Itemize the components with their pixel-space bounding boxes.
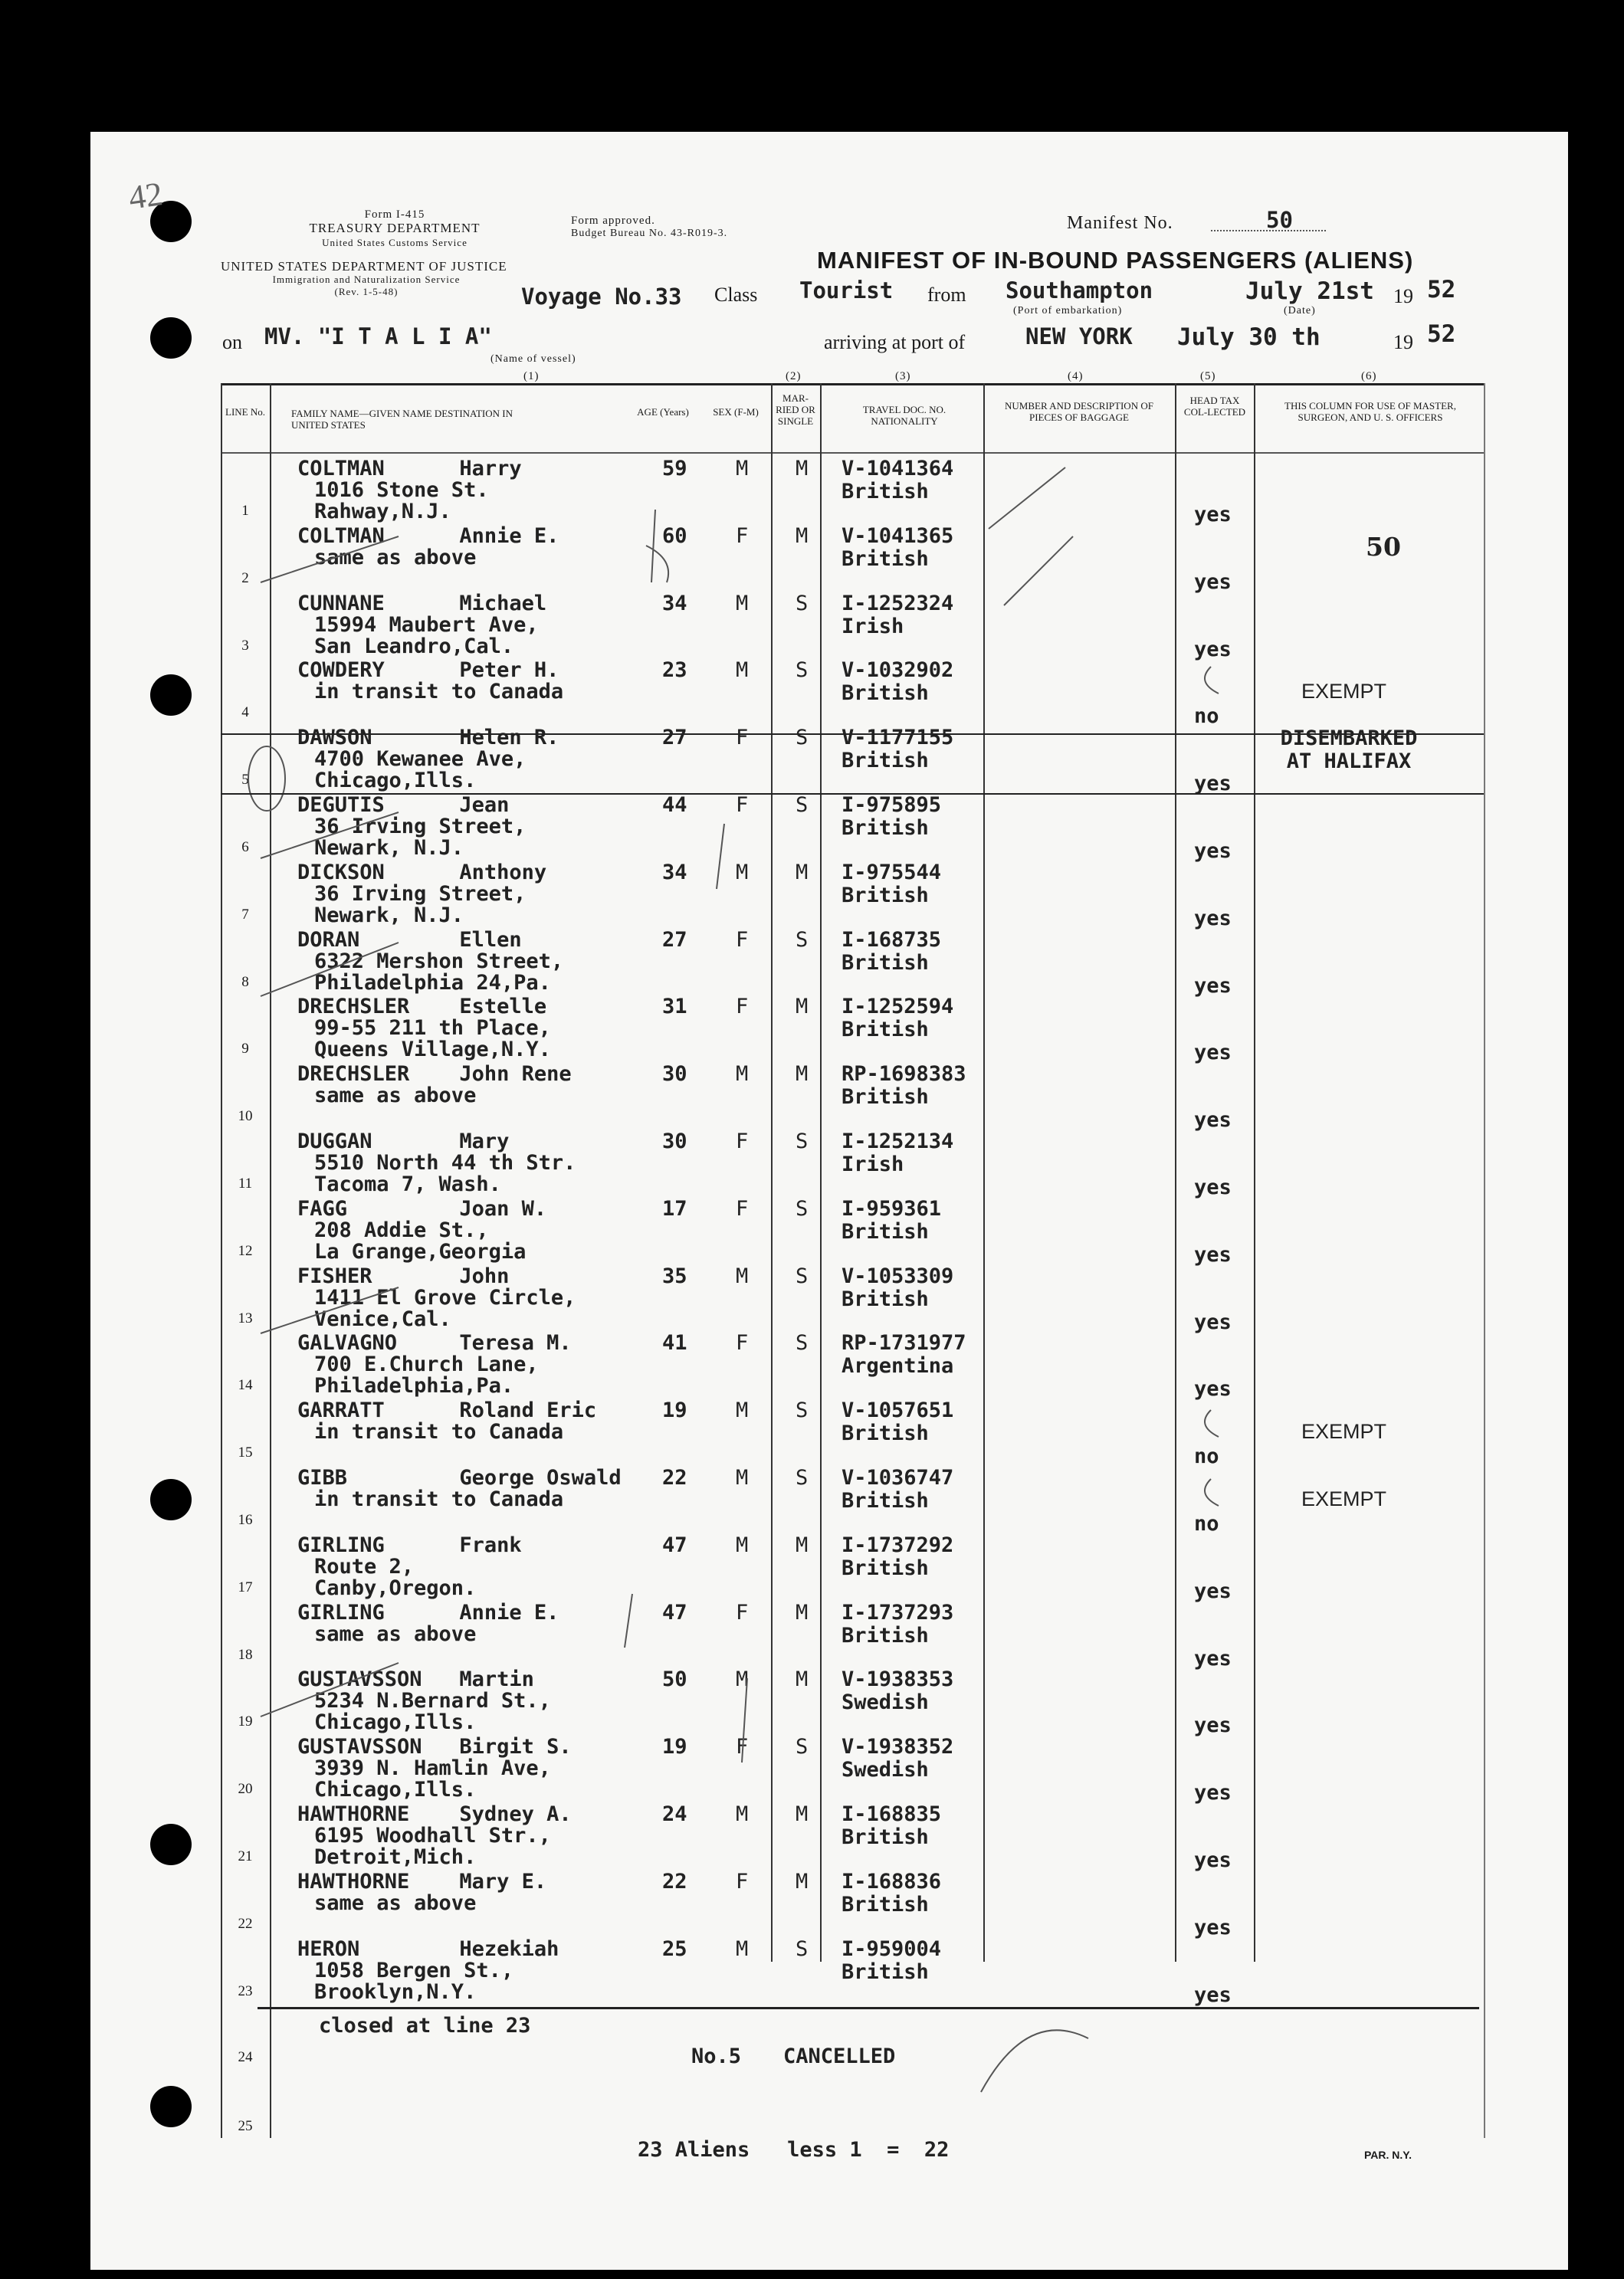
officer-annotation: EXEMPT <box>1301 1420 1387 1444</box>
marital-status: S <box>796 1331 809 1356</box>
passenger-name: GUSTAVSSON Martin <box>297 1667 534 1692</box>
passenger-class: Tourist <box>799 277 894 303</box>
nationality: British <box>842 681 929 706</box>
marital-status: M <box>796 1533 809 1557</box>
sex-value: F <box>736 995 749 1019</box>
officer-annotation: EXEMPT <box>1301 1487 1387 1510</box>
check-mark <box>742 1678 747 1763</box>
travel-doc-number: V-1032902 <box>842 658 954 683</box>
arrival-date: July 30 th <box>1177 323 1321 351</box>
destination-line-2: San Leandro,Cal. <box>314 634 514 658</box>
destination-line-1: in transit to Canada <box>314 1487 564 1511</box>
head-tax-collected: yes <box>1194 839 1232 863</box>
line-number: 22 <box>238 1915 253 1932</box>
travel-doc-number: V-1041365 <box>842 523 954 548</box>
line-number: 14 <box>238 1377 253 1394</box>
vessel-caption: (Name of vessel) <box>490 353 576 365</box>
marital-status: M <box>796 1802 809 1826</box>
age-value: 34 <box>662 860 687 884</box>
sex-value: F <box>736 1600 749 1625</box>
line-number: 16 <box>238 1512 253 1528</box>
row-tick <box>261 943 399 996</box>
travel-doc-number: V-1938352 <box>842 1735 954 1759</box>
age-value: 19 <box>662 1735 687 1759</box>
embarkation-year: 52 <box>1427 276 1456 303</box>
embarkation-caption: (Port of embarkation) <box>1013 305 1123 316</box>
exempt-mark <box>1205 1410 1219 1437</box>
age-value: 22 <box>662 1466 687 1490</box>
destination-line-1: 15994 Maubert Ave, <box>314 612 539 637</box>
destination-line-1: 36 Irving Street, <box>314 881 527 906</box>
date-caption: (Date) <box>1284 305 1316 316</box>
travel-doc-number: I-168835 <box>842 1802 942 1826</box>
age-value: 35 <box>662 1264 687 1288</box>
marital-status: S <box>796 1936 809 1961</box>
marital-status: M <box>796 995 809 1019</box>
line-number: 2 <box>241 569 249 586</box>
marital-status: M <box>796 1600 809 1625</box>
manifest-title: MANIFEST OF IN-BOUND PASSENGERS (ALIENS) <box>817 247 1414 274</box>
travel-doc-number: I-1252594 <box>842 995 954 1019</box>
age-value: 41 <box>662 1331 687 1356</box>
passenger-name: DRECHSLER Estelle <box>297 995 547 1019</box>
sex-value: M <box>736 1802 749 1826</box>
marital-status: M <box>796 860 809 884</box>
baggage-tick <box>1004 536 1073 605</box>
nationality: British <box>842 1623 929 1648</box>
cancel-number: No.5 <box>691 2045 742 2068</box>
nationality: British <box>842 480 929 503</box>
age-value: 27 <box>662 726 687 750</box>
head-tax-collected: yes <box>1194 1242 1232 1267</box>
row-tick <box>261 1663 399 1717</box>
passenger-name: COWDERY Peter H. <box>297 658 559 683</box>
passenger-name: DRECHSLER John Rene <box>297 1062 572 1087</box>
marital-status: S <box>796 793 809 817</box>
form-revision: (Rev. 1-5-48) <box>334 286 399 297</box>
destination-line-1: 3939 N. Hamlin Ave, <box>314 1756 551 1781</box>
travel-doc-number: V-1041364 <box>842 457 954 480</box>
marital-status: M <box>796 1869 809 1894</box>
line-number: 20 <box>238 1781 253 1798</box>
travel-doc-number: I-168836 <box>842 1869 942 1894</box>
travel-doc-number: V-1057651 <box>842 1399 954 1423</box>
head-tax-collected: yes <box>1194 1646 1232 1671</box>
marital-status: S <box>796 591 809 615</box>
nationality: Irish <box>842 1153 904 1176</box>
age-value: 25 <box>662 1936 687 1961</box>
line-number: 13 <box>238 1310 253 1326</box>
destination-line-1: 700 E.Church Lane, <box>314 1353 539 1377</box>
marital-status: M <box>796 1062 809 1087</box>
head-tax-collected: yes <box>1194 772 1232 796</box>
exempt-mark <box>1205 667 1219 694</box>
line-number: 5 <box>241 772 249 789</box>
passenger-name: DORAN Ellen <box>297 927 522 952</box>
destination-line-2: Tacoma 7, Wash. <box>314 1172 501 1196</box>
sex-value: F <box>736 1735 749 1759</box>
nationality: British <box>842 950 929 975</box>
sex-value: M <box>736 1062 749 1087</box>
sex-value: F <box>736 523 749 548</box>
passenger-name: COLTMAN Annie E. <box>297 523 559 548</box>
destination-line-1: 99-55 211 th Place, <box>314 1016 551 1041</box>
corner-note: 42 <box>126 175 166 217</box>
sex-value: M <box>736 1936 749 1961</box>
officer-annotation: EXEMPT <box>1301 680 1387 703</box>
column-number-2: (2) <box>786 370 802 382</box>
sex-value: F <box>736 793 749 817</box>
age-value: 19 <box>662 1399 687 1423</box>
age-value: 17 <box>662 1196 687 1221</box>
age-value: 60 <box>662 523 687 548</box>
header-officers: THIS COLUMN FOR USE OF MASTER, SURGEON, AND U. S. OFFICERS <box>1284 400 1456 423</box>
destination-line-2: Chicago,Ills. <box>314 1778 477 1802</box>
head-tax-collected: yes <box>1194 569 1232 594</box>
line-number: 4 <box>241 704 249 721</box>
nationality: Irish <box>842 614 904 638</box>
head-tax-collected: no <box>1194 1444 1219 1469</box>
travel-doc-number: I-168735 <box>842 927 942 952</box>
head-tax-collected: yes <box>1194 1310 1232 1334</box>
destination-line-1: in transit to Canada <box>314 680 564 704</box>
passenger-name: DICKSON Anthony <box>297 860 547 884</box>
destination-line-2: Venice,Cal. <box>314 1307 451 1331</box>
nationality: British <box>842 1489 929 1513</box>
marital-status: S <box>796 1264 809 1288</box>
manifest-number: 50 <box>1266 207 1293 233</box>
sex-value: F <box>736 1331 749 1356</box>
destination-line-1: 1058 Bergen St., <box>314 1958 514 1982</box>
column-number-6: (6) <box>1361 370 1377 382</box>
sex-value: M <box>736 1264 749 1288</box>
ins-service: Immigration and Naturalization Service <box>272 274 461 285</box>
passenger-name: DEGUTIS Jean <box>297 793 510 817</box>
passenger-name: DUGGAN Mary <box>297 1130 510 1153</box>
destination-line-2: Canby,Oregon. <box>314 1576 477 1600</box>
age-value: 27 <box>662 927 687 952</box>
travel-doc-number: I-959361 <box>842 1196 942 1221</box>
nationality: British <box>842 749 929 773</box>
header-name: FAMILY NAME—GIVEN NAME DESTINATION IN UNITED STATES <box>291 408 513 431</box>
travel-doc-number: I-1737293 <box>842 1600 954 1625</box>
row-tick <box>261 812 399 858</box>
destination-line-1: 5234 N.Bernard St., <box>314 1689 551 1713</box>
marital-status: M <box>796 523 809 548</box>
destination-line-1: same as above <box>314 1622 477 1646</box>
line-number: 10 <box>238 1108 253 1125</box>
destination-line-2: Detroit,Mich. <box>314 1845 477 1869</box>
destination-line-1: 4700 Kewanee Ave, <box>314 747 527 772</box>
travel-doc-number: RP-1698383 <box>842 1062 966 1087</box>
travel-doc-number: V-1177155 <box>842 726 954 750</box>
sex-value: F <box>736 1196 749 1221</box>
nationality: British <box>842 1556 929 1580</box>
travel-doc-number: RP-1731977 <box>842 1331 966 1356</box>
head-tax-collected: yes <box>1194 637 1232 661</box>
line-number: 11 <box>238 1176 253 1192</box>
arrival-year: 52 <box>1427 320 1456 348</box>
sex-value: M <box>736 1667 749 1692</box>
head-tax-collected: yes <box>1194 1176 1232 1199</box>
destination-line-1: 6322 Mershon Street, <box>314 949 564 973</box>
age-value: 30 <box>662 1062 687 1087</box>
header-sex: SEX (F-M) <box>713 406 759 418</box>
marital-status: S <box>796 1735 809 1759</box>
travel-doc-number: I-975544 <box>842 860 942 884</box>
justice-dept: UNITED STATES DEPARTMENT OF JUSTICE <box>221 259 507 274</box>
nationality: Swedish <box>842 1758 929 1782</box>
passenger-name: COLTMAN Harry <box>297 457 522 480</box>
age-value: 31 <box>662 995 687 1019</box>
destination-line-2: Chicago,Ills. <box>314 1710 477 1735</box>
column-number-4: (4) <box>1068 370 1084 382</box>
circle-mark <box>248 746 285 811</box>
nationality: British <box>842 1959 929 1984</box>
destination-line-1: same as above <box>314 1084 477 1108</box>
passenger-name: HAWTHORNE Mary E. <box>297 1869 547 1894</box>
line-number: 6 <box>241 839 249 855</box>
age-value: 34 <box>662 591 687 615</box>
header-age: AGE (Years) <box>637 406 689 418</box>
passenger-name: GUSTAVSSON Birgit S. <box>297 1735 572 1759</box>
check-mark <box>717 824 724 889</box>
passenger-name: HAWTHORNE Sydney A. <box>297 1802 572 1826</box>
nationality: British <box>842 1219 929 1244</box>
sex-value: M <box>736 1399 749 1423</box>
form-number: Form I-415 <box>364 208 425 221</box>
header-baggage: NUMBER AND DESCRIPTION OF PIECES OF BAGGAGE <box>1005 400 1153 423</box>
marital-status: S <box>796 1196 809 1221</box>
passenger-name: GIBB George Oswald <box>297 1466 622 1490</box>
destination-line-1: in transit to Canada <box>314 1420 564 1444</box>
destination-line-1: 6195 Woodhall Str., <box>314 1824 551 1848</box>
travel-doc-number: I-975895 <box>842 793 942 817</box>
age-value: 44 <box>662 793 687 817</box>
travel-doc-number: I-1252134 <box>842 1130 954 1153</box>
nationality: Argentina <box>842 1354 954 1379</box>
head-tax-collected: yes <box>1194 1915 1232 1940</box>
arrival-year-prefix: 19 <box>1393 331 1413 353</box>
row-tick <box>261 1287 399 1333</box>
column-number-3: (3) <box>895 370 911 382</box>
destination-line-1: 208 Addie St., <box>314 1218 489 1242</box>
destination-line-1: 5510 North 44 th Str. <box>314 1151 576 1175</box>
travel-doc-number: V-1938353 <box>842 1667 954 1692</box>
marital-status: S <box>796 927 809 952</box>
destination-line-1: same as above <box>314 1890 477 1915</box>
check-mark <box>646 510 668 582</box>
head-tax-collected: yes <box>1194 1713 1232 1738</box>
nationality: British <box>842 1018 929 1042</box>
destination-line-1: same as above <box>314 545 477 569</box>
head-tax-collected: yes <box>1194 1108 1232 1133</box>
embarkation-port: Southampton <box>1006 277 1153 303</box>
initials-scrawl <box>981 2030 1088 2092</box>
arrival-port: NEW YORK <box>1025 323 1133 349</box>
destination-line-2: Queens Village,N.Y. <box>314 1038 551 1062</box>
head-tax-collected: no <box>1194 1512 1219 1536</box>
head-tax-collected: yes <box>1194 1041 1232 1065</box>
passenger-name: DAWSON Helen R. <box>297 726 559 750</box>
form-approved: Form approved. <box>571 215 655 227</box>
destination-line-1: 1411 El Grove Circle, <box>314 1285 576 1310</box>
year-prefix: 19 <box>1393 285 1413 307</box>
head-tax-collected: yes <box>1194 1781 1232 1805</box>
header-married: MAR-RIED OR SINGLE <box>776 392 815 427</box>
head-tax-collected: yes <box>1194 1982 1232 2007</box>
on-label: on <box>222 331 242 353</box>
destination-line-1: Route 2, <box>314 1554 415 1579</box>
officer-annotation: DISEMBARKED AT HALIFAX <box>1280 726 1418 774</box>
line-number: 8 <box>241 973 249 990</box>
head-tax-collected: yes <box>1194 1579 1232 1603</box>
exempt-mark <box>1205 1479 1219 1506</box>
sex-value: M <box>736 1533 749 1557</box>
destination-line-1: 36 Irving Street, <box>314 815 527 838</box>
head-tax-collected: yes <box>1194 503 1232 526</box>
line-number: 19 <box>238 1713 253 1730</box>
sex-value: M <box>736 1466 749 1490</box>
head-tax-collected: yes <box>1194 973 1232 998</box>
cancelled-stamp: CANCELLED <box>783 2045 896 2068</box>
line-number: 3 <box>241 637 249 654</box>
sex-value: M <box>736 457 749 480</box>
line-number: 7 <box>241 906 249 923</box>
row-tick <box>261 536 399 582</box>
marital-status: S <box>796 726 809 750</box>
line-number: 18 <box>238 1646 253 1663</box>
line-number-24: 24 <box>238 2049 253 2065</box>
embarkation-date: July 21st <box>1245 277 1374 305</box>
age-value: 24 <box>662 1802 687 1826</box>
column-number-5: (5) <box>1200 370 1216 382</box>
travel-doc-number: V-1036747 <box>842 1466 954 1490</box>
sex-value: F <box>736 1869 749 1894</box>
line-number: 12 <box>238 1242 253 1259</box>
manifest-no-label: Manifest No. <box>1067 213 1173 233</box>
destination-line-2: La Grange,Georgia <box>314 1239 527 1264</box>
passenger-name: FAGG Joan W. <box>297 1196 547 1221</box>
destination-line-2: Newark, N.J. <box>314 903 464 927</box>
line-number: 21 <box>238 1848 253 1864</box>
voyage-number: Voyage No.33 <box>521 284 682 310</box>
age-value: 23 <box>662 658 687 683</box>
age-value: 59 <box>662 457 687 480</box>
alien-total: 23 Aliens less 1 = 22 <box>638 2138 950 2162</box>
destination-line-1: 1016 Stone St. <box>314 478 489 502</box>
destination-line-2: Chicago,Ills. <box>314 769 477 793</box>
sex-value: F <box>736 726 749 750</box>
head-tax-collected: no <box>1194 704 1219 729</box>
nationality: British <box>842 816 929 840</box>
line-number: 17 <box>238 1579 253 1595</box>
passenger-name: GARRATT Roland Eric <box>297 1399 597 1423</box>
age-value: 22 <box>662 1869 687 1894</box>
line-number: 15 <box>238 1444 253 1461</box>
travel-doc-number: I-959004 <box>842 1936 942 1961</box>
manifest-page-number: 50 <box>1366 531 1401 562</box>
passenger-name: GIRLING Annie E. <box>297 1600 559 1625</box>
travel-doc-number: I-1737292 <box>842 1533 954 1557</box>
age-value: 47 <box>662 1533 687 1557</box>
sex-value: F <box>736 927 749 952</box>
printer-mark: PAR. N.Y. <box>1364 2149 1412 2161</box>
header-line: LINE No. <box>225 406 265 418</box>
closed-note: closed at line 23 <box>319 2014 531 2038</box>
travel-doc-number: I-1252324 <box>842 591 954 615</box>
destination-line-2: Brooklyn,N.Y. <box>314 1979 477 2004</box>
customs-service: United States Customs Service <box>322 237 468 248</box>
nationality: British <box>842 1422 929 1446</box>
destination-line-2: Rahway,N.J. <box>314 500 451 523</box>
destination-line-2: Newark, N.J. <box>314 836 464 860</box>
vessel-name: MV. "I T A L I A" <box>264 323 492 349</box>
sex-value: M <box>736 591 749 615</box>
marital-status: S <box>796 1466 809 1490</box>
age-value: 47 <box>662 1600 687 1625</box>
column-number-1: (1) <box>523 370 540 382</box>
age-value: 30 <box>662 1130 687 1153</box>
header-travel-doc: TRAVEL DOC. NO. NATIONALITY <box>862 404 947 427</box>
passenger-name: GIRLING Frank <box>297 1533 522 1557</box>
nationality: British <box>842 883 929 907</box>
class-label: Class <box>714 284 758 306</box>
head-tax-collected: yes <box>1194 906 1232 930</box>
head-tax-collected: yes <box>1194 1377 1232 1402</box>
age-value: 50 <box>662 1667 687 1692</box>
check-mark <box>625 1594 632 1648</box>
budget-bureau: Budget Bureau No. 43-R019-3. <box>571 228 728 239</box>
travel-doc-number: V-1053309 <box>842 1264 954 1288</box>
marital-status: S <box>796 1399 809 1423</box>
marital-status: S <box>796 658 809 683</box>
marital-status: S <box>796 1130 809 1153</box>
passenger-name: CUNNANE Michael <box>297 591 547 615</box>
from-label: from <box>927 284 966 306</box>
passenger-name: FISHER John <box>297 1264 510 1288</box>
baggage-tick <box>989 467 1065 529</box>
nationality: British <box>842 1892 929 1917</box>
nationality: British <box>842 1085 929 1110</box>
line-number: 23 <box>238 1982 253 1999</box>
arriving-label: arriving at port of <box>824 331 966 353</box>
sex-value: M <box>736 860 749 884</box>
marital-status: M <box>796 457 809 480</box>
sex-value: M <box>736 658 749 683</box>
destination-line-2: Philadelphia 24,Pa. <box>314 970 551 995</box>
marital-status: M <box>796 1667 809 1692</box>
treasury-dept: TREASURY DEPARTMENT <box>309 221 481 235</box>
line-number: 1 <box>241 503 249 519</box>
sex-value: F <box>736 1130 749 1153</box>
passenger-name: GALVAGNO Teresa M. <box>297 1331 572 1356</box>
nationality: Swedish <box>842 1690 929 1715</box>
nationality: British <box>842 1825 929 1849</box>
line-number-25: 25 <box>238 2118 253 2134</box>
head-tax-collected: yes <box>1194 1848 1232 1872</box>
nationality: British <box>842 546 929 571</box>
destination-line-2: Philadelphia,Pa. <box>314 1374 514 1399</box>
line-number: 9 <box>241 1041 249 1058</box>
nationality: British <box>842 1287 929 1311</box>
passenger-name: HERON Hezekiah <box>297 1936 559 1961</box>
header-head-tax: HEAD TAX COL-LECTED <box>1183 395 1246 418</box>
